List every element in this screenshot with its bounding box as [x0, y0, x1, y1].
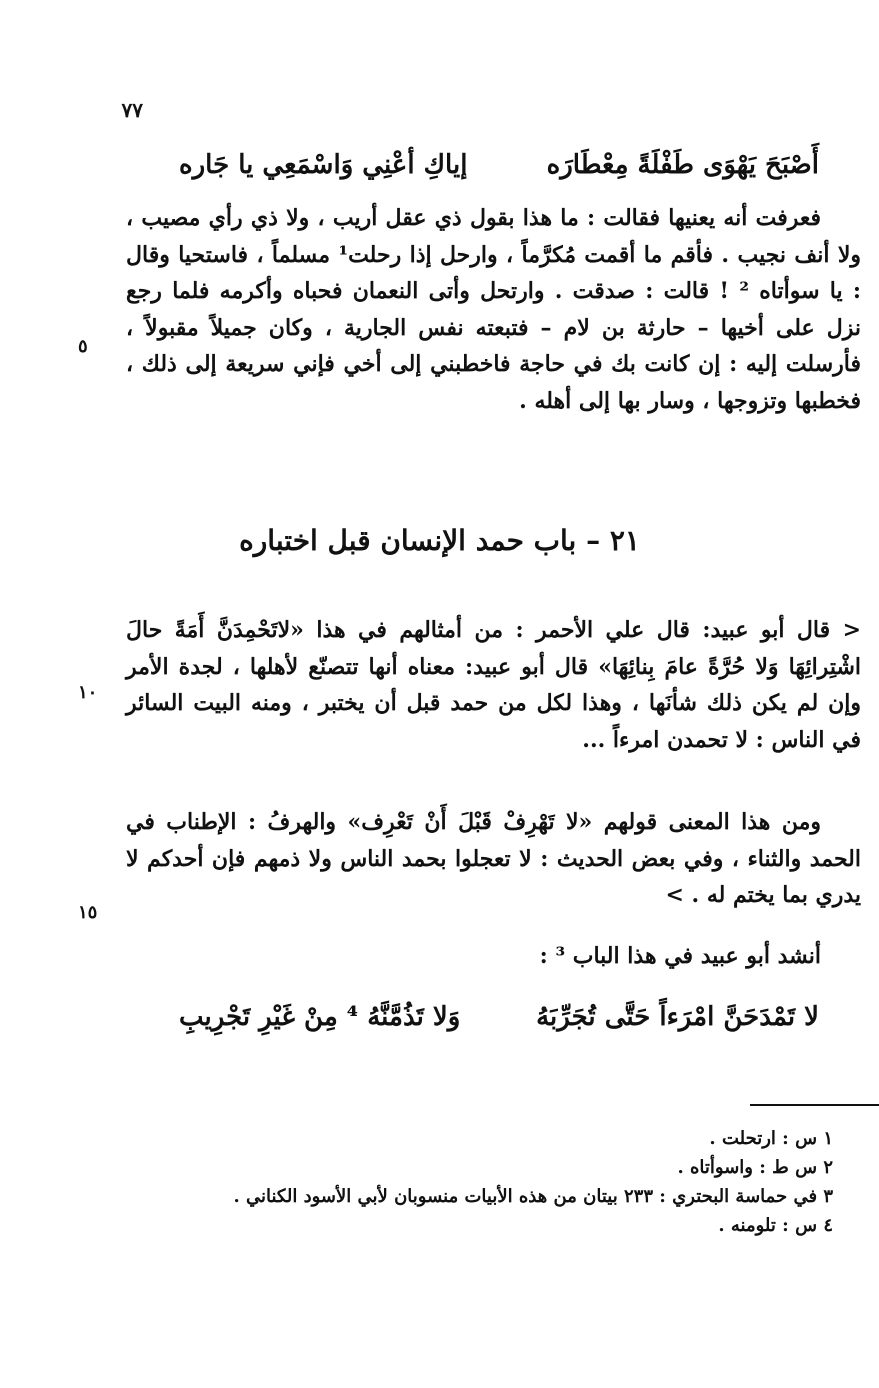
paragraph-meaning [126, 804, 861, 914]
verse-top-left-hemistich: إياكِ أعْنِي وَاسْمَعِي يا جَاره [179, 150, 468, 180]
footnote-rule [750, 1104, 879, 1106]
footnote-1: ١ س : ارتحلت . [709, 1128, 833, 1149]
margin-line-number-10: ١٠ [78, 682, 98, 703]
margin-line-number-5: ٥ [78, 336, 88, 357]
page-number: ٧٧ [121, 98, 143, 122]
paragraph-abu-ubayd-text: < قال أبو عبيد: قال علي الأحمر : من أمثالهم في هذا «لاتَحْمِدَنَّ أَمَةً حالَ اشْتِرائِهَا وَلا حُرَّةً عامَ بِنائِهَا» قال أبو عبيد: معناه أنها تتصنّع لأهلها ، لجدة الأمر وإن لم يكن ذلك شأنَها ، وهذا لكل من حمد قبل أن يختبر ، ومنه البيت السائر في الناس : لا تحمدن امرءاً ... [126, 617, 861, 753]
paragraph-recited-text: أنشد أبو عبيد في هذا الباب ³ : [539, 943, 821, 969]
footnote-3: ٣ في حماسة البحتري : ٢٣٣ بيتان من هذه الأبيات منسوبان لأبي الأسود الكناني . [233, 1186, 833, 1207]
paragraph-story-text: فعرفت أنه يعنيها فقالت : ما هذا بقول ذي عقل أريب ، ولا ذي رأي مصيب ، ولا أنف نجيب . فأقم ما أقمت مُكرَّماً ، وارحل إذا رحلت¹ مسلماً ، فاستحيا وقال : يا سوأتاه ² ! قالت : صدقت . وارتحل وأتى النعمان فحباه وأكرمه فلما رجع نزل على أخيها – حارثة بن لام – فتبعته نفس الجارية ، وكان جميلاً مقبولاً ، فأرسلت إليه : إن كانت بك في حاجة فاخطبني إلى أخي فإني سريعة إلى ذلك ، فخطبها وتزوجها ، وسار بها إلى أهله . [126, 205, 861, 414]
footnote-2: ٢ س ط : واسوأتاه . [677, 1157, 833, 1178]
paragraph-meaning-text: ومن هذا المعنى قولهم «لا تَهْرِفْ قَبْلَ أَنْ تَعْرِف» والهرفُ : الإطناب في الحمد والثناء ، وفي بعض الحديث : لا تعجلوا بحمد الناس ولا ذمهم فإن أحدكم لا يدري بما يختم له . > [126, 809, 861, 908]
paragraph-abu-ubayd [126, 612, 861, 758]
paragraph-recited [126, 938, 861, 975]
verse-top-right-hemistich: أَصْبَحَ يَهْوَى طَفْلَةً مِعْطَارَه [546, 150, 819, 180]
footnote-4: ٤ س : تلومنه . [718, 1215, 833, 1236]
verse-bottom [179, 1002, 819, 1032]
paragraph-story [126, 200, 861, 419]
verse-bottom-left-hemistich: وَلا تَذُمَّنَّهُ ⁴ مِنْ غَيْرِ تَجْرِيبِ [179, 1002, 461, 1032]
footnotes [213, 1124, 833, 1240]
chapter-heading: ٢١ – باب حمد الإنسان قبل اختباره [239, 524, 640, 557]
verse-top [179, 150, 819, 180]
margin-line-number-15: ١٥ [78, 902, 98, 923]
verse-bottom-right-hemistich: لا تَمْدَحَنَّ امْرَءاً حَتَّى تُجَرِّبَهُ [536, 1002, 819, 1032]
